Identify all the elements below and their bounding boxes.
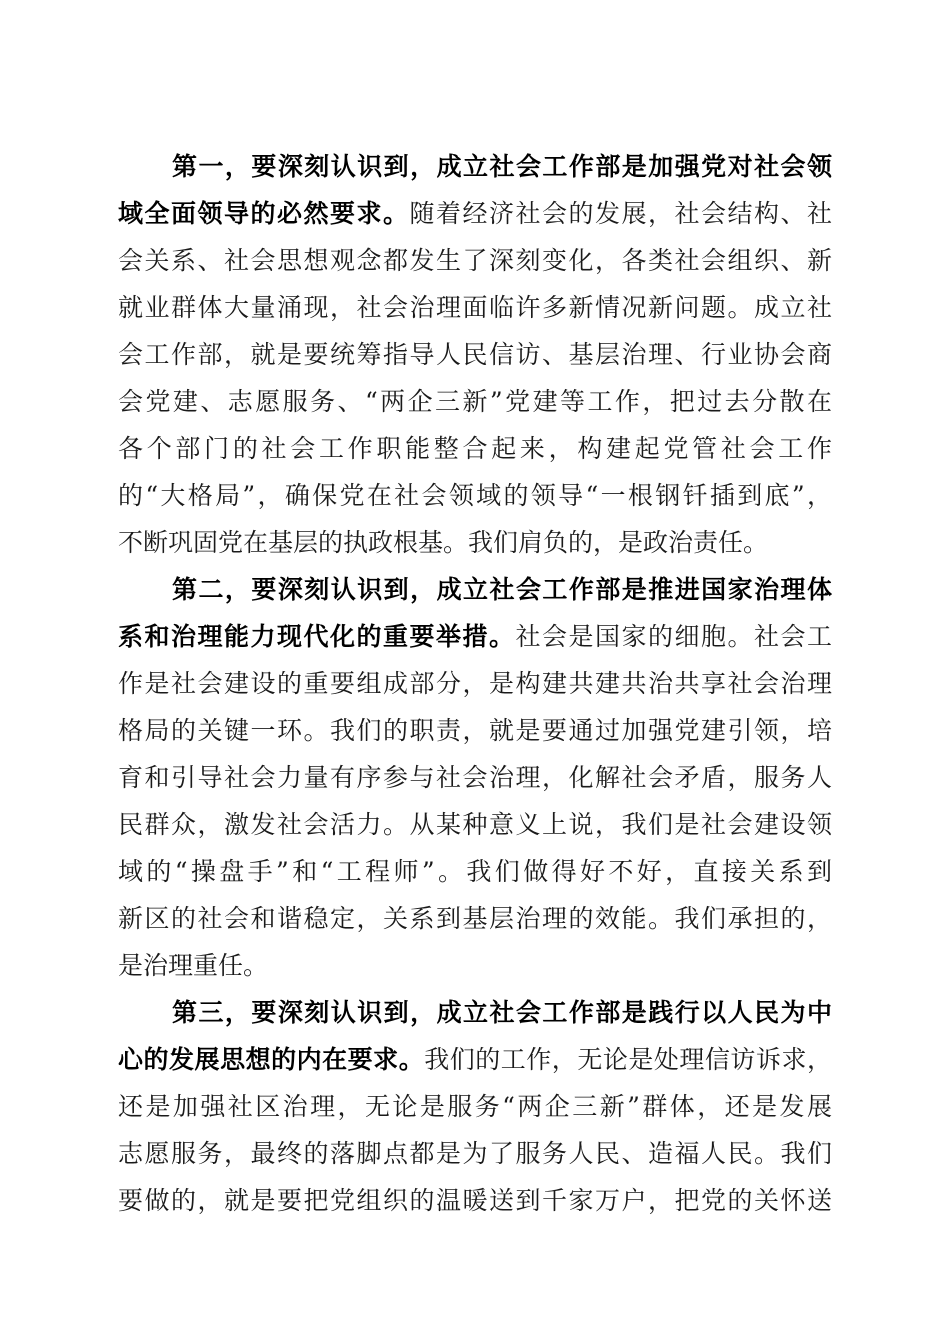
paragraph-2-line-8: 新区的社会和谐稳定，关系到基层治理的效能。我们承担的， [118, 904, 832, 933]
paragraph-1-line-3: 会关系、社会思想观念都发生了深刻变化，各类社会组织、新 [118, 246, 832, 275]
paragraph-3-line-4: 志愿服务，最终的落脚点都是为了服务人民、造福人民。我们 [118, 1139, 832, 1168]
paragraph-2-line-6: 民群众，激发社会活力。从某种意义上说，我们是社会建设领 [118, 810, 832, 839]
paragraph-1-line-5: 会工作部，就是要统筹指导人民信访、基层治理、行业协会商 [118, 340, 832, 369]
paragraph-2-line-5: 育和引导社会力量有序参与社会治理，化解社会矛盾，服务人 [118, 763, 832, 792]
paragraph-3-line-5: 要做的，就是要把党组织的温暖送到千家万户，把党的关怀送 [118, 1186, 832, 1215]
paragraph-1-line-9: 不断巩固党在基层的执政根基。我们肩负的，是政治责任。 [118, 528, 769, 557]
paragraph-3-line-1 [172, 993, 832, 1033]
lead-sentence: 域全面领导的必然要求。 [118, 199, 410, 228]
lead-sentence: 心的发展思想的内在要求。 [118, 1045, 425, 1074]
paragraph-1-line-2: 域全面领导的必然要求。随着经济社会的发展，社会结构、社 [118, 199, 832, 228]
paragraph-2-line-9: 是治理重任。 [118, 951, 269, 980]
paragraph-1-line-7: 各个部门的社会工作职能整合起来，构建起党管社会工作 [118, 434, 832, 463]
lead-sentence: 系和治理能力现代化的重要举措。 [118, 622, 516, 651]
lead-sentence: 第一，要深刻认识到，成立社会工作部是加强党对社会领 [172, 152, 832, 181]
paragraph-3-line-2: 心的发展思想的内在要求。我们的工作，无论是处理信访诉求， [118, 1045, 832, 1074]
paragraph-1-line-8: 的“大格局”，确保党在社会领域的领导“一根钢钎插到底”， [118, 481, 832, 510]
paragraph-3-line-3: 还是加强社区治理，无论是服务“两企三新”群体，还是发展 [118, 1092, 832, 1121]
lead-sentence: 第二，要深刻认识到，成立社会工作部是推进国家治理体 [172, 575, 832, 604]
paragraph-1-line-6: 会党建、志愿服务、“两企三新”党建等工作，把过去分散在 [118, 387, 832, 416]
lead-sentence: 第三，要深刻认识到，成立社会工作部是践行以人民为中 [172, 998, 832, 1027]
paragraph-2-line-2: 系和治理能力现代化的重要举措。社会是国家的细胞。社会工 [118, 622, 832, 651]
paragraph-2-line-4: 格局的关键一环。我们的职责，就是要通过加强党建引领，培 [118, 716, 832, 745]
paragraph-2-line-3: 作是社会建设的重要组成部分，是构建共建共治共享社会治理 [118, 669, 832, 698]
paragraph-1-line-4: 就业群体大量涌现，社会治理面临许多新情况新问题。成立社 [118, 293, 832, 322]
paragraph-2-line-7: 域的“操盘手”和“工程师”。我们做得好不好，直接关系到 [118, 857, 832, 886]
paragraph-1-line-1 [172, 147, 832, 187]
paragraph-2-line-1 [172, 570, 832, 610]
